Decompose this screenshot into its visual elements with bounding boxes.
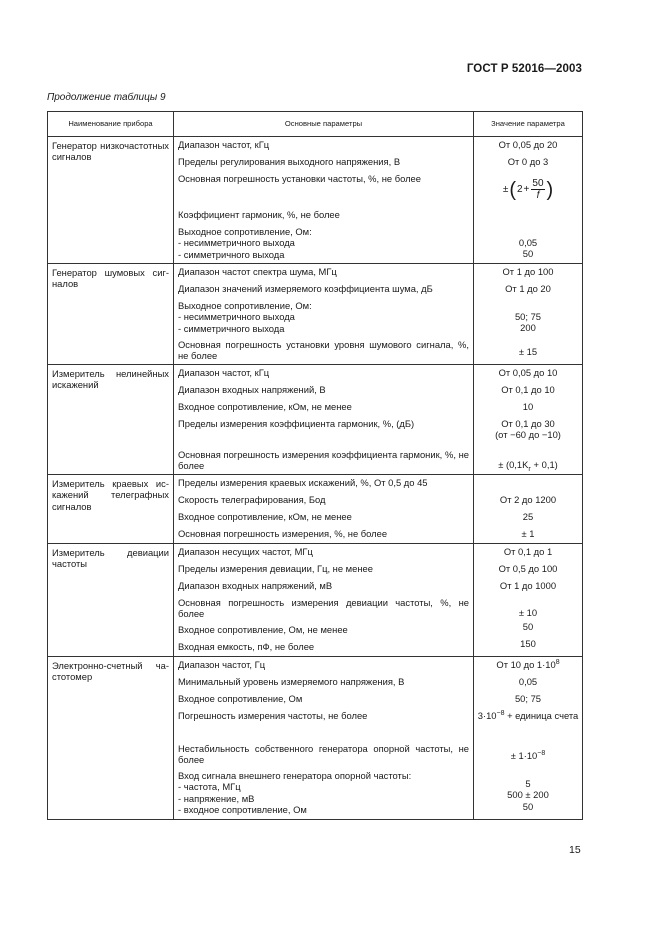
parameter-group <box>174 768 473 819</box>
table-row <box>48 544 583 657</box>
value: От 0,5 до 100 <box>498 563 558 574</box>
parameter: Пределы регулирования выходного напряжения, В <box>178 156 401 167</box>
parameter: Коэффициент гармоник, %, не более <box>178 209 340 220</box>
value-group <box>474 298 582 334</box>
parameters-cell <box>174 657 474 820</box>
value <box>474 447 582 471</box>
parameter: - симметричного выхода <box>178 322 285 334</box>
parameter-group <box>174 298 473 337</box>
value: От 1 до 1000 <box>499 580 557 591</box>
values-cell <box>474 137 583 264</box>
table-row <box>48 657 583 820</box>
value: 10 <box>522 401 534 412</box>
values-cell <box>474 657 583 820</box>
value: 200 <box>520 322 536 334</box>
value: От 1 до 100 <box>502 266 554 277</box>
formula <box>503 178 553 201</box>
value-group <box>474 765 582 813</box>
parameter: Нестабильность собственного генератора опорной частоты, не более <box>178 743 469 766</box>
formula-sign: ± <box>502 183 509 195</box>
value-superscript: −8 <box>496 709 505 717</box>
parameter: Входное сопротивление, Ом, не менее <box>178 624 348 635</box>
table-row <box>48 264 583 365</box>
parameter: - несимметричного выхода <box>178 237 295 249</box>
value-part: + единица счета <box>504 710 579 721</box>
value: От 0,05 до 20 <box>498 139 558 150</box>
value: От 0,1 до 10 <box>501 384 555 395</box>
parameters-cell <box>174 544 474 657</box>
device-name: Электронно-счетный частотомер <box>48 657 174 820</box>
value-superscript: 8 <box>555 658 560 666</box>
parameter: - входное сопротивление, Ом <box>178 804 307 816</box>
parameter: Входная емкость, пФ, не более <box>178 641 315 652</box>
values-cell <box>474 365 583 475</box>
values-cell <box>474 475 583 544</box>
parameter: - напряжение, мВ <box>178 792 255 804</box>
parameters-cell <box>174 137 474 264</box>
formula-term: 2 <box>516 183 523 195</box>
formula-paren: ) <box>546 178 554 201</box>
value: ± 15 <box>518 346 538 357</box>
value: 0,05 <box>518 676 538 687</box>
table-header-row <box>48 112 583 137</box>
value <box>474 741 582 765</box>
value-part: + 0,1) <box>530 459 558 470</box>
value-group <box>474 416 582 447</box>
value-part: ± (0,1K <box>498 459 529 470</box>
parameter: Диапазон частот, кГц <box>178 367 270 378</box>
device-name: Генератор шумовых сигналов <box>48 264 174 365</box>
values-cell <box>474 264 583 365</box>
parameter: Диапазон значений измеряемого коэффициента шума, дБ <box>178 283 433 294</box>
value: ± 10 <box>518 607 538 618</box>
device-name: Измеритель нелинейных искажений <box>48 365 174 475</box>
parameter: - несимметричного выхода <box>178 311 295 323</box>
value <box>474 657 582 674</box>
value: 500 ± 200 <box>507 789 549 801</box>
value-subscript: г <box>528 465 531 473</box>
value: 5 <box>525 778 531 789</box>
parameter: Основная погрешность измерения девиации частоты, %, не более <box>178 597 469 620</box>
value-group <box>474 224 582 260</box>
table-row <box>48 137 583 264</box>
column-header-device: Наименование прибора <box>48 112 174 137</box>
parameter-group <box>174 224 473 263</box>
parameter: - симметричного выхода <box>178 248 285 260</box>
value: 50 <box>522 621 534 632</box>
parameter: Диапазон частот, кГц <box>178 139 270 150</box>
parameter: Вход сигнала внешнего генератора опорной частоты: <box>178 770 412 781</box>
value-part: ± 1·10 <box>510 750 538 761</box>
parameter: Погрешность измерения частоты, не более <box>178 710 368 721</box>
value: От 0 до 3 <box>507 156 549 167</box>
value: 50 <box>522 800 534 812</box>
value-empty <box>474 475 582 492</box>
formula-paren: ( <box>509 178 516 201</box>
parameter: - частота, МГц <box>178 781 241 793</box>
value: От 1 до 20 <box>505 283 551 294</box>
table-row <box>48 475 583 544</box>
column-header-value: Значение параметра <box>474 112 583 137</box>
value: 50 <box>522 248 534 260</box>
parameter: Диапазон частот, Гц <box>178 659 266 670</box>
parameter: Скорость телеграфирования, Бод <box>178 494 326 505</box>
device-name: Измеритель девиации частоты <box>48 544 174 657</box>
parameter: Диапазон несущих частот, МГц <box>178 546 313 557</box>
value: От 2 до 1200 <box>499 494 557 505</box>
values-cell <box>474 544 583 657</box>
value: От 0,1 до 30 <box>501 418 555 429</box>
parameter: Диапазон входных напряжений, В <box>178 384 326 395</box>
parameters-table <box>47 111 583 820</box>
parameter: Выходное сопротивление, Ом: <box>178 300 312 311</box>
value: (от −60 до −10) <box>495 429 561 441</box>
table-caption: Продолжение таблицы 9 <box>47 92 166 103</box>
value: 50; 75 <box>514 693 542 704</box>
device-name: Измеритель краевых искажений телеграфных сигналов <box>48 475 174 544</box>
value-formula <box>474 171 582 207</box>
value <box>474 708 582 741</box>
document-code: ГОСТ Р 52016—2003 <box>466 63 582 75</box>
parameter: Выходное сопротивление, Ом: <box>178 226 312 237</box>
value: 150 <box>520 638 536 649</box>
fraction-denominator: f <box>536 190 540 201</box>
parameter: Основная погрешность установки частоты, %, не более <box>178 173 421 184</box>
value: От 0,05 до 10 <box>498 367 558 378</box>
value-superscript: −8 <box>537 749 546 757</box>
formula-fraction <box>531 178 544 201</box>
value <box>474 207 582 224</box>
parameter: Входное сопротивление, кОм, не менее <box>178 511 352 522</box>
parameter: Входное сопротивление, Ом <box>178 693 303 704</box>
value-part: От 10 до 1·10 <box>496 659 556 670</box>
value: 50; 75 <box>514 311 542 322</box>
parameter: Основная погрешность установки уровня шумового сигнала, %, не более <box>178 339 469 362</box>
parameters-cell <box>174 475 474 544</box>
parameters-cell <box>174 264 474 365</box>
value: ± 1 <box>521 528 535 539</box>
table-row <box>48 365 583 475</box>
parameter: Минимальный уровень измеряемого напряжения, В <box>178 676 405 687</box>
device-name: Генератор низкочастотных сигналов <box>48 137 174 264</box>
parameter: Основная погрешность измерения коэффициента гармоник, %, не более <box>178 449 469 472</box>
parameter: Пределы измерения девиации, Гц, не менее <box>178 563 373 574</box>
parameter: Диапазон частот спектра шума, МГц <box>178 266 337 277</box>
parameter: Пределы измерения коэффициента гармоник, %, (дБ) <box>178 418 415 429</box>
parameter: Входное сопротивление, кОм, не менее <box>178 401 352 412</box>
value: 25 <box>522 511 534 522</box>
page-number: 15 <box>569 844 581 856</box>
column-header-parameters: Основные параметры <box>174 112 474 137</box>
value: 0,05 <box>518 237 538 248</box>
parameter: Основная погрешность измерения, %, не более <box>178 528 388 539</box>
formula-operator: + <box>523 183 530 195</box>
parameter: Пределы измерения краевых искажений, %, От 0,5 до 45 <box>178 477 428 488</box>
parameter: Диапазон входных напряжений, мВ <box>178 580 333 591</box>
value-part: 3·10 <box>477 710 497 721</box>
fraction-numerator: 50 <box>532 178 544 189</box>
value: От 0,1 до 1 <box>503 546 553 557</box>
parameters-cell <box>174 365 474 475</box>
